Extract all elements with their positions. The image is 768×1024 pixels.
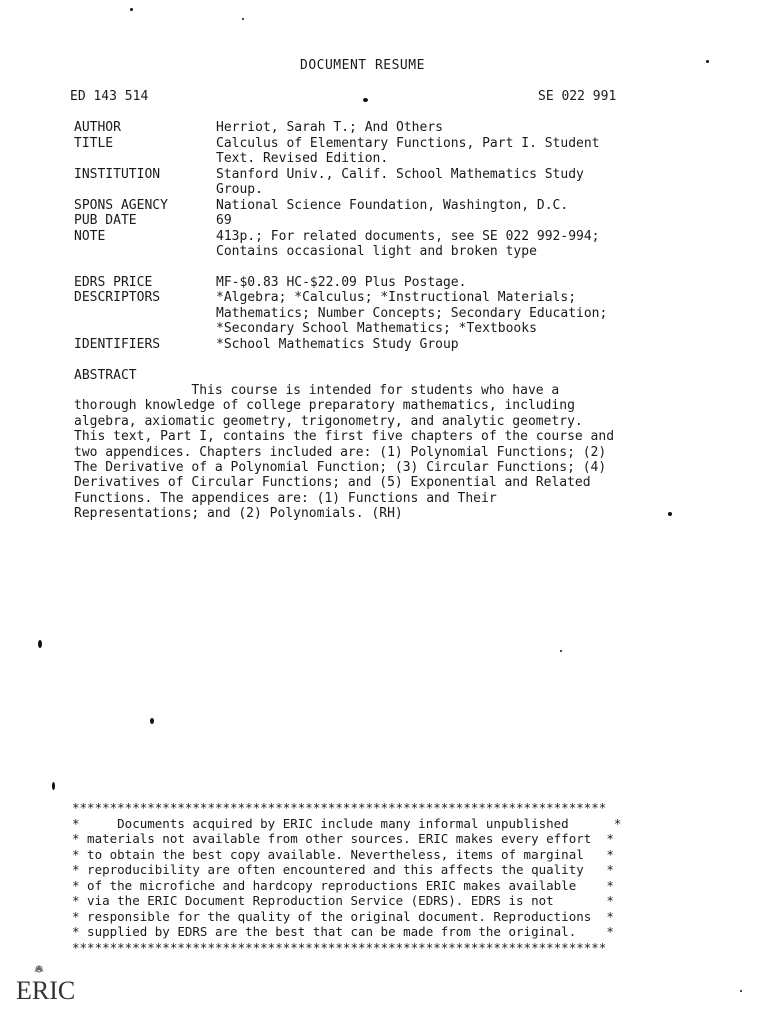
abstract-label: ABSTRACT xyxy=(74,368,137,383)
field-value: 413p.; For related documents, see SE 022 992-994; Contains occasional light and broken type xyxy=(216,228,600,259)
scan-speck xyxy=(242,18,244,20)
field-note xyxy=(74,229,754,260)
field-label: AUTHOR xyxy=(74,120,121,135)
field-label: SPONS AGENCY xyxy=(74,197,168,213)
field-label: PUB DATE xyxy=(74,213,137,228)
metadata-fields xyxy=(74,120,754,352)
scan-speck xyxy=(740,990,742,992)
field-edrs-price xyxy=(74,275,754,291)
abstract-text: This course is intended for students who have a thorough knowledge of college preparatory mathematics, including algebra, axiomatic geometry, trigonometry, and analytic geometry. This text, Part I, contains the first five chapters of the course and two appendices. Chapters included are: (1) Polynomial Functions; (2) The Derivative of a Polynomial Function; (3) Circular Functions; (4) Derivatives of Circular Functions; and (5) Exponential and Related Functions. The appendices are: (1) Functions and Their Representations; and (2) Polynomials. (RH) xyxy=(74,383,615,522)
scan-speck xyxy=(130,8,133,11)
field-value: Calculus of Elementary Functions, Part I. Student Text. Revised Edition. xyxy=(216,135,600,166)
spacer xyxy=(74,260,754,275)
eric-logo xyxy=(14,964,76,1008)
field-label: EDRS PRICE xyxy=(74,274,153,290)
field-author xyxy=(74,120,754,136)
scan-speck xyxy=(150,718,154,724)
ed-number: ED 143 514 xyxy=(70,89,149,104)
scan-speck xyxy=(52,782,55,790)
field-title xyxy=(74,136,754,167)
field-label: INSTITUTION xyxy=(74,166,161,182)
field-label: NOTE xyxy=(74,228,106,244)
eric-logo-text: ERIC xyxy=(16,976,76,1005)
scan-speck xyxy=(560,650,562,652)
document-title: DOCUMENT RESUME xyxy=(300,58,425,73)
field-value: *Algebra; *Calculus; *Instructional Materials; Mathematics; Number Concepts; Secondary Education; *Secondary School Mathematics; *Textbooks xyxy=(216,290,608,336)
field-pub-date xyxy=(74,213,754,229)
se-number: SE 022 991 xyxy=(538,89,617,104)
eric-notice-box: *********************************************************************** * Documents acquired by ERIC include many informal unpublished * * materials not available from other sources. ERIC makes every effort * * to obtain the best copy available. Nevertheless, items of marginal * * reproducibility are often encountered and this affects the quality * * of the microfiche and hardcopy reproductions ERIC makes available * * via the ERIC Document Reproduction Service (EDRS). EDRS is not * * responsible for the quality of the original document. Reproductions * * supplied by EDRS are the best that can be made from the original. * *********************************************************************** xyxy=(72,800,622,955)
field-descriptors xyxy=(74,290,754,337)
scan-speck xyxy=(38,640,42,648)
scan-speck xyxy=(363,98,368,102)
field-label: IDENTIFIERS xyxy=(74,336,161,352)
field-value: Herriot, Sarah T.; And Others xyxy=(216,120,443,135)
field-identifiers xyxy=(74,337,754,353)
field-value: MF-$0.83 HC-$22.09 Plus Postage. xyxy=(216,274,467,290)
field-label: DESCRIPTORS xyxy=(74,290,161,305)
field-spons-agency xyxy=(74,198,754,214)
field-value: Stanford Univ., Calif. School Mathematics Study Group. xyxy=(216,166,584,197)
scan-speck xyxy=(668,512,672,516)
field-value: 69 xyxy=(216,213,232,228)
field-institution xyxy=(74,167,754,198)
field-value: *School Mathematics Study Group xyxy=(216,336,459,352)
scan-speck xyxy=(706,60,709,63)
field-value: National Science Foundation, Washington, D.C. xyxy=(216,197,569,213)
field-label: TITLE xyxy=(74,135,114,151)
